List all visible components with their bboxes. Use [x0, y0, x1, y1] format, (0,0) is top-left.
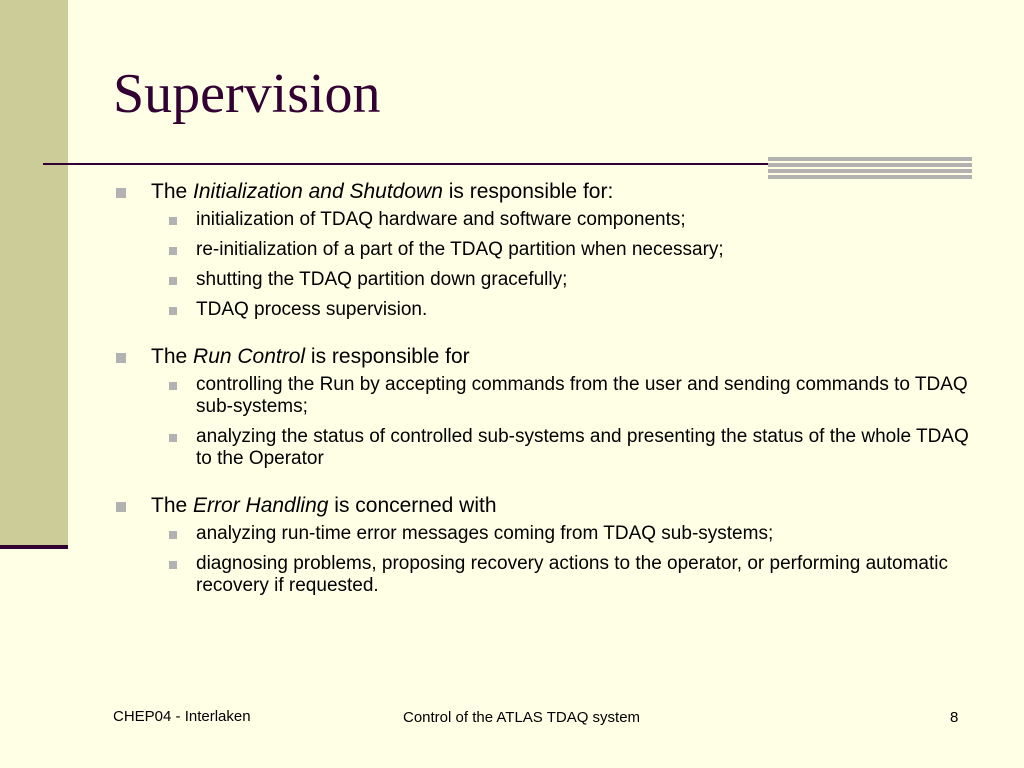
bullet-square-icon [169, 382, 177, 390]
bullet-square-icon [169, 434, 177, 442]
left-decorative-band [0, 0, 68, 545]
heading-emphasis: Error Handling [193, 494, 329, 517]
heading-suffix: is responsible for [305, 345, 470, 368]
list-item: analyzing run-time error messages coming from TDAQ sub-systems; [196, 523, 983, 545]
list-item: controlling the Run by accepting commands from the user and sending commands to TDAQ sub-systems; [196, 374, 983, 418]
section-heading [113, 180, 983, 204]
list-item: diagnosing problems, proposing recovery actions to the operator, or performing automatic recovery if requested. [196, 553, 983, 597]
bullet-square-icon [169, 247, 177, 255]
section-heading [113, 494, 983, 518]
bullet-square-icon [169, 561, 177, 569]
list-item: analyzing the status of controlled sub-systems and presenting the status of the whole TDAQ to the Operator [196, 426, 983, 470]
heading-emphasis: Run Control [193, 345, 306, 368]
list-item: re-initialization of a part of the TDAQ partition when necessary; [196, 239, 983, 261]
slide-title: Supervision [113, 63, 381, 125]
footer-event: CHEP04 - Interlaken [113, 708, 251, 725]
slide-content [113, 180, 983, 621]
bullet-square-icon [169, 277, 177, 285]
title-accent-stripes [768, 157, 972, 179]
list-item: TDAQ process supervision. [196, 299, 983, 321]
bullet-square-icon [169, 307, 177, 315]
bullet-square-icon [169, 217, 177, 225]
heading-prefix: The [151, 494, 194, 517]
section-heading [113, 345, 983, 369]
heading-suffix: is concerned with [328, 494, 497, 517]
bullet-square-icon [169, 531, 177, 539]
left-band-rule [0, 545, 68, 549]
list-item: initialization of TDAQ hardware and software components; [196, 209, 983, 231]
heading-emphasis: Initialization and Shutdown [193, 180, 443, 203]
heading-prefix: The [151, 180, 194, 203]
section-error-handling [113, 494, 983, 597]
section-run-control [113, 345, 983, 470]
heading-suffix: is responsible for: [442, 180, 614, 203]
page-number: 8 [950, 709, 959, 726]
list-item: shutting the TDAQ partition down gracefully; [196, 269, 983, 291]
heading-prefix: The [151, 345, 194, 368]
footer-presentation-title: Control of the ATLAS TDAQ system [403, 709, 641, 726]
section-initialization [113, 180, 983, 321]
